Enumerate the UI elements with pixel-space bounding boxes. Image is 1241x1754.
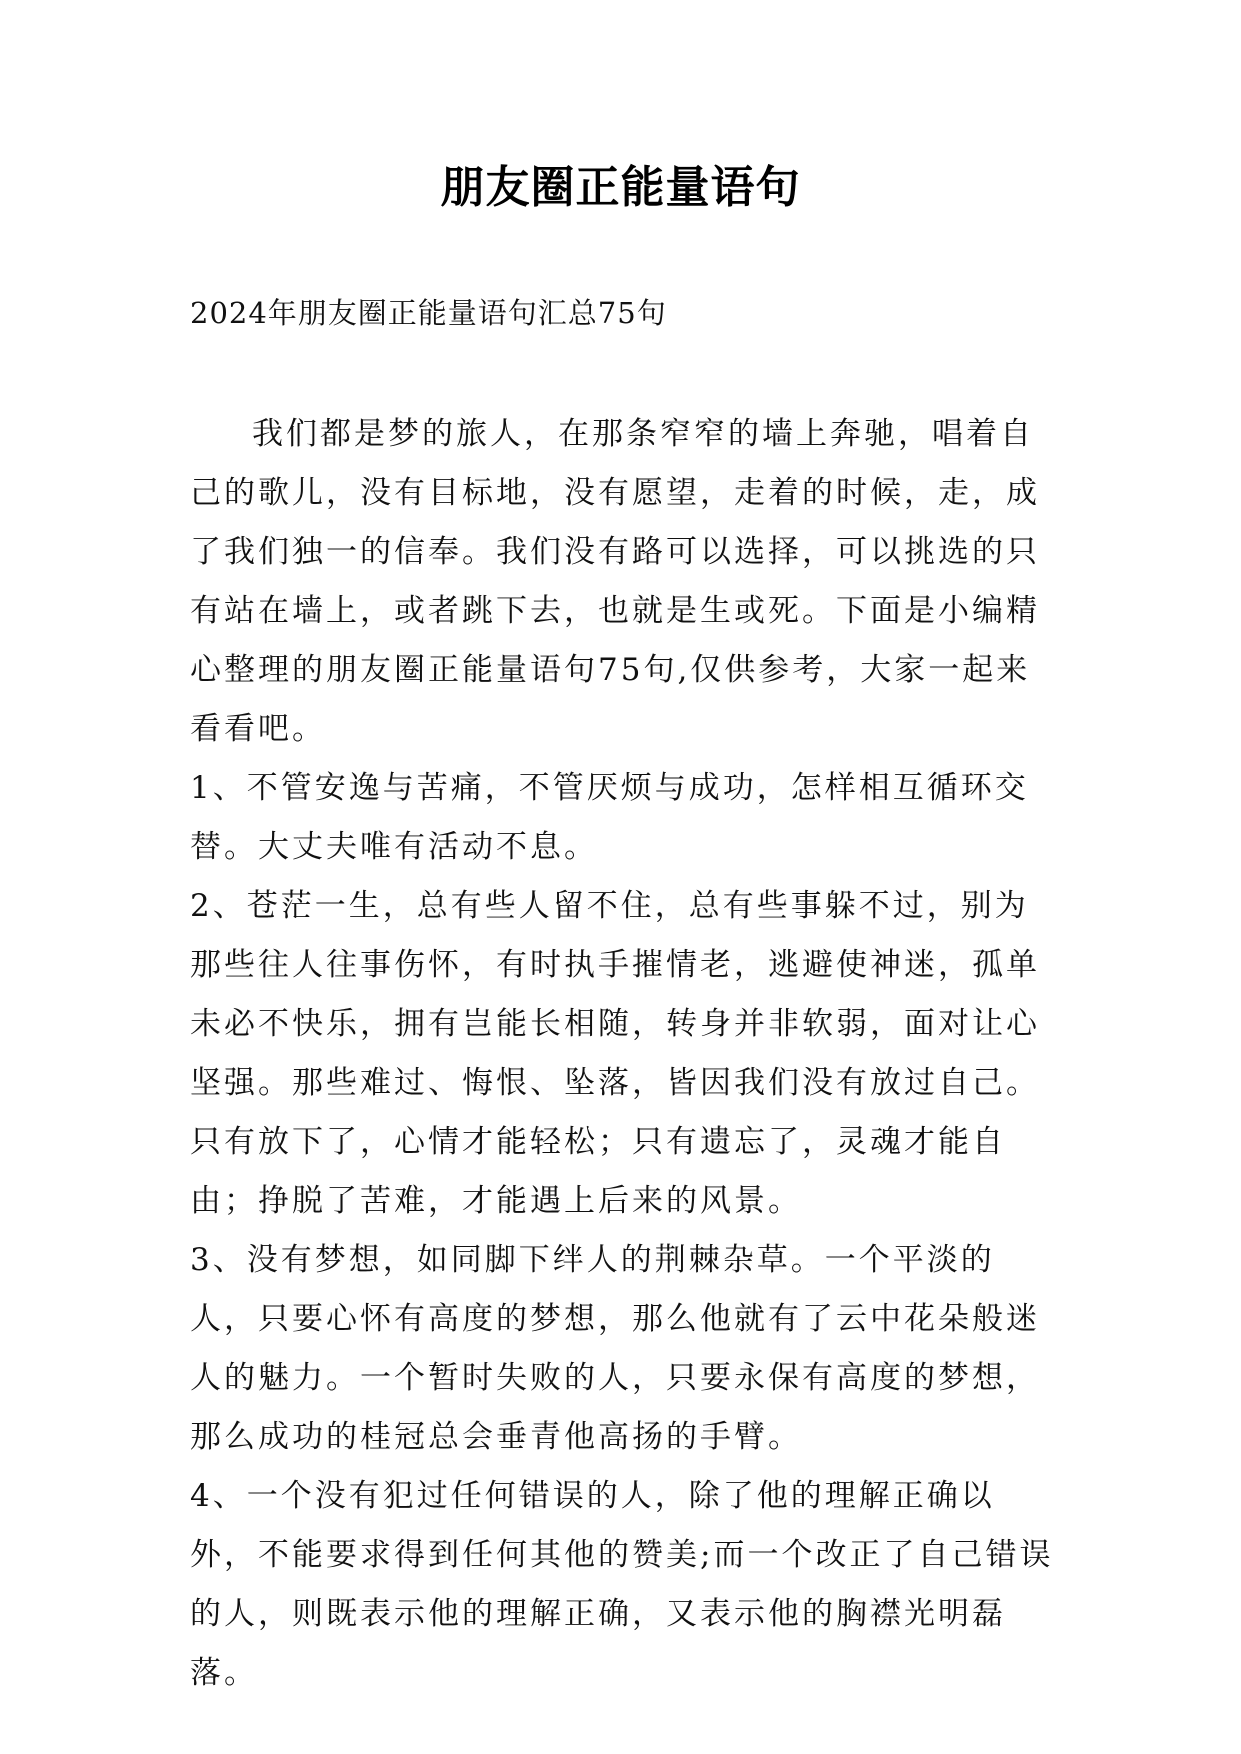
quote-item-1: 1、不管安逸与苦痛，不管厌烦与成功，怎样相互循环交替。大丈夫唯有活动不息。 bbox=[190, 770, 1029, 865]
document-title: 朋友圈正能量语句 bbox=[440, 162, 801, 213]
quote-item-4: 4、一个没有犯过任何错误的人，除了他的理解正确以外，不能要求得到任何其他的赞美;而一个改正了自己错误的人，则既表示他的理解正确，又表示他的胸襟光明磊落。 bbox=[190, 1478, 1054, 1691]
quote-item-2: 2、苍茫一生，总有些人留不住，总有些事躲不过，别为那些往人往事伤怀，有时执手摧情老，逃避使神迷，孤单未必不快乐，拥有岂能长相随，转身并非软弱，面对让心坚强。那些难过、悔恨、坠落，皆因我们没有放过自己。只有放下了，心情才能轻松；只有遗忘了，灵魂才能自由；挣脱了苦难，才能遇上后来的风景。 bbox=[190, 888, 1040, 1219]
document-subtitle: 2024年朋友圈正能量语句汇总75句 bbox=[190, 296, 667, 330]
intro-paragraph: 我们都是梦的旅人，在那条窄窄的墙上奔驰，唱着自己的歌儿，没有目标地，没有愿望，走着的时候，走，成了我们独一的信奉。我们没有路可以选择，可以挑选的只有站在墙上，或者跳下去，也就是生或死。下面是小编精心整理的朋友圈正能量语句75句,仅供参考，大家一起来看看吧。 bbox=[190, 416, 1040, 747]
document-body bbox=[190, 405, 1060, 1703]
quote-item-3: 3、没有梦想，如同脚下绊人的荆棘杂草。一个平淡的人，只要心怀有高度的梦想，那么他就有了云中花朵般迷人的魅力。一个暂时失败的人，只要永保有高度的梦想，那么成功的桂冠总会垂青他高扬的手臂。 bbox=[190, 1242, 1040, 1455]
